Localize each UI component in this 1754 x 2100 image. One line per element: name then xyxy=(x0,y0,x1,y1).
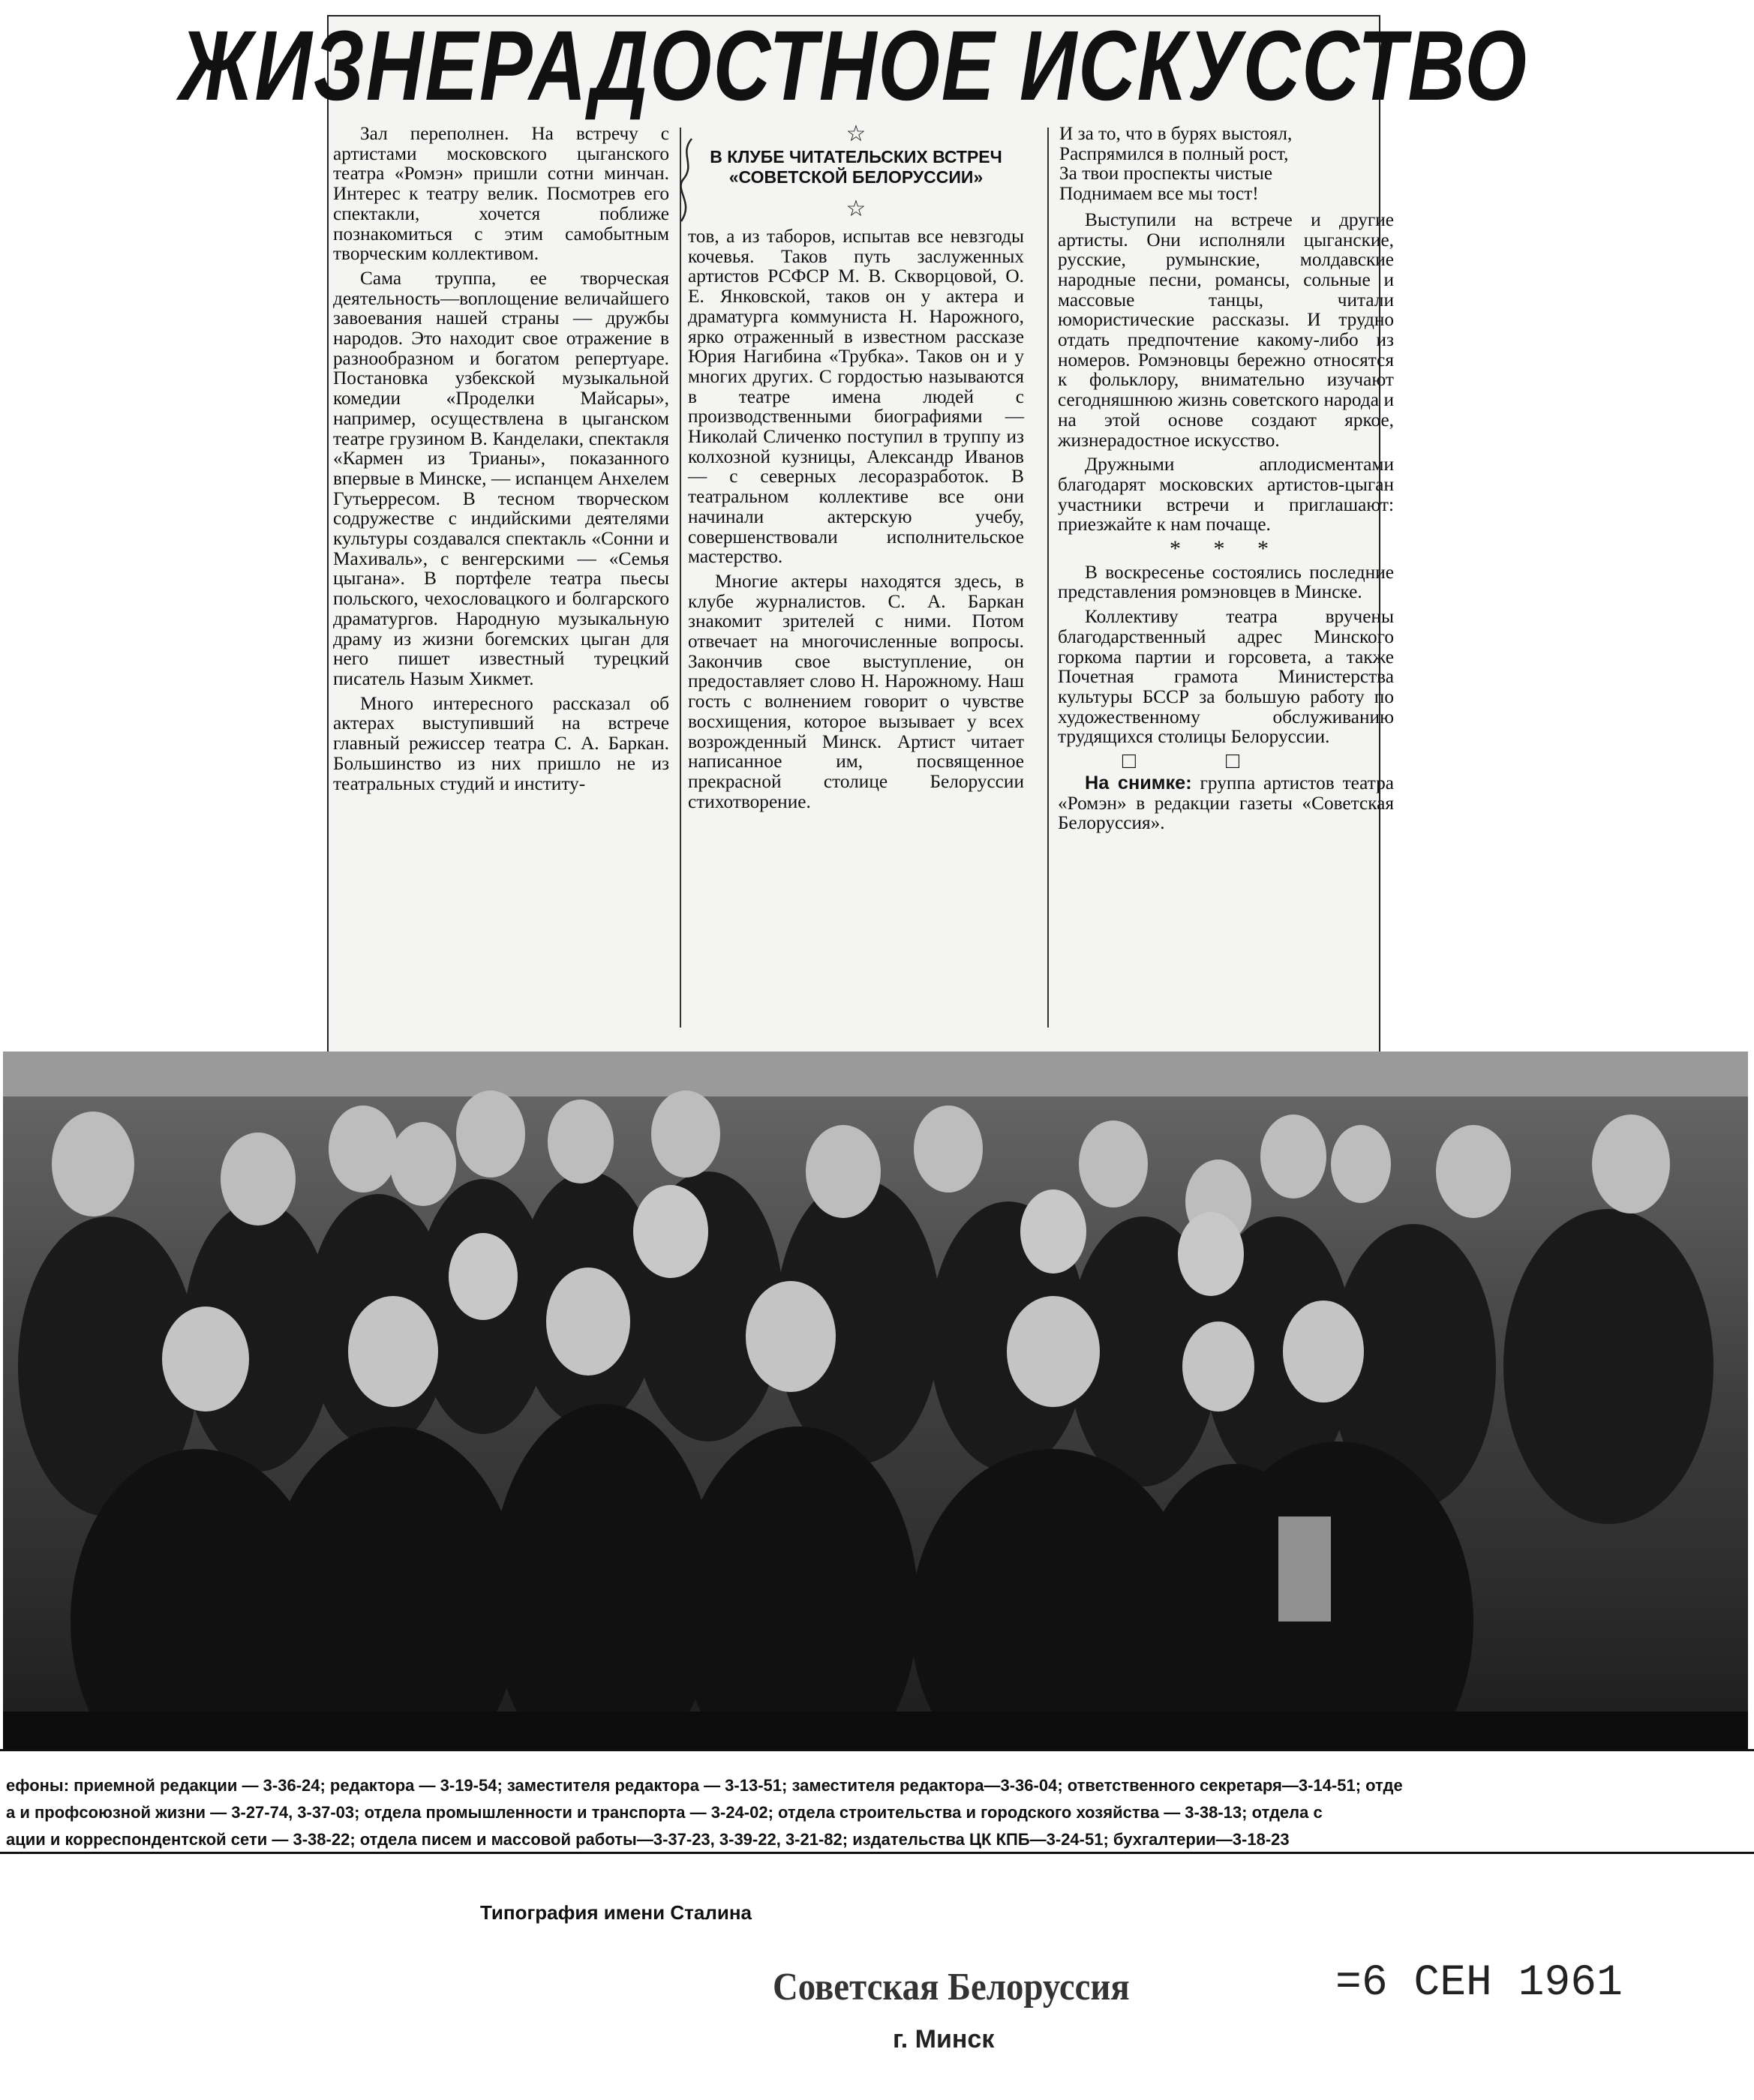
verse-line: Распрямился в полный рост, xyxy=(1059,142,1289,164)
article-column-3 xyxy=(1058,124,1394,838)
phone-line: а и профсоюзной жизни — 3-27-74, 3-37-03; отдела промышленности и транспорта — 3-24-02; отдела строительства и городского хозяйства — 3-38-13; отдела с xyxy=(6,1803,1323,1822)
paragraph: Многие актеры находятся здесь, в клубе журналистов. С. А. Баркан знакомит зрителей с ними. Потом отвечает на многочисленные вопросы. Закончив свое выступление, он предоставляет слово Н. Нарожному. Наш гость с волнением говорит о чувстве восхищения, которое вызывает у всех возрожденный Минск. Артист читает написанное им, посвященное прекрасной столице Белоруссии стихотворение. xyxy=(688,570,1024,812)
headline: ЖИЗНЕРАДОСТНОЕ ИСКУССТВО xyxy=(179,10,1528,122)
paragraph: Много интересного рассказал об актерах выступивший на встрече главный режиссер театра С. А. Баркан. Большинство из них пришло не из театральных студий и институ- xyxy=(333,692,669,794)
date-stamp: =6 СЕН 1961 xyxy=(1335,1959,1623,2008)
article-column-2 xyxy=(688,122,1024,816)
verse-line: Поднимаем все мы тост! xyxy=(1059,183,1259,205)
paragraph: В воскресенье состоялись последние представления ромэновцев в Минске. xyxy=(1058,561,1394,603)
caption-text: группа артистов театра «Ромэн» в редакции газеты «Советская Белоруссия». xyxy=(1058,772,1394,834)
paragraph: Сама труппа, ее творческая деятельность—воплощение величайшего завоевания нашей страны — дружбы народов. Это находит свое отражение в разнообразном и богатом репертуаре. Постановка узбекской музыкальной комедии «Проделки Майсары», например, осуществлена в цыганском театре грузином В. Канделаки, спектакля «Кармен из Трианы», показанного впервые в Минске, — испанцем Анхелем Гутьерресом. В тесном творческом содружестве с индийскими деятелями культуры создавался спектакль «Сонни и Махиваль», с венгерскими — «Семья цыгана». В портфеле театра пьесы польского, чехословацкого и болгарского драматургов. Народную музыкальную драму из жизни богемских цыган для него пишет известный турецкий писатель Назым Хикмет. xyxy=(333,267,669,689)
paragraph: тов, а из таборов, испытав все невзгоды кочевья. Таков путь заслуженных артистов РСФСР М. В. Скворцовой, О. Е. Янковской, таков он у актера и драматурга коммуниста Н. Нарожного, ярко отраженный в известном рассказе Юрия Нагибина «Трубка». Таков он и у многих других. С гордостью называются в театре имена людей с производственными биографиями — Николай Сличенко поступил в труппу из колхозной кузницы, Александр Иванов — с северных лесоразработок. В театральном коллективе все они начинали актерскую учебу, совершенствовали исполнительское мастерство. xyxy=(688,226,1024,568)
verse-line: За твои проспекты чистые xyxy=(1059,163,1273,184)
typography-imprint: Типография имени Сталина xyxy=(480,1901,752,1924)
box-ornament: □□ xyxy=(1122,748,1330,774)
phone-directory xyxy=(0,1749,1754,1854)
verse-line: И за то, что в бурях выстоял, xyxy=(1059,123,1293,144)
rubric: В КЛУБЕ ЧИТАТЕЛЬСКИХ ВСТРЕЧ «СОВЕТСКОЙ БЕЛОРУССИИ» xyxy=(710,147,1002,187)
group-photo-image xyxy=(3,1052,1748,1749)
column-rule xyxy=(1047,128,1049,1028)
paragraph: Зал переполнен. На встречу с артистами московского цыганского театра «Ромэн» пришли сотни минчан. Интерес к театру велик. Посмотрев его спектакли, хочется поближе познакомиться с этим самобытным творческим коллективом. xyxy=(333,123,669,265)
paragraph: Коллективу театра вручены благодарственный адрес Минского горкома партии и горсовета, а также Почетная грамота Министерства культуры БССР за большую работу по художественному обслуживанию трудящихся столицы Белоруссии. xyxy=(1058,606,1394,748)
article-column-1 xyxy=(333,124,669,798)
phone-line: ефоны: приемной редакции — 3-36-24; редактора — 3-19-54; заместителя редактора — 3-13-51; заместителя редактора—3-36-04; ответственного секретаря—3-14-51; отде xyxy=(6,1776,1403,1795)
date-stamp-text: 6 СЕН 1961 xyxy=(1361,1959,1623,2008)
phone-line: ации и корреспондентской сети — 3-38-22; отдела писем и массовой работы—3-37-23, 3-39-22, 3-21-82; издательства ЦК КПБ—3-24-51; бухгалтерии—3-18-23 xyxy=(6,1830,1290,1849)
column-rule xyxy=(680,128,681,1028)
group-photo xyxy=(3,1052,1748,1749)
section-separator: * * * xyxy=(1170,536,1282,562)
stamp-city: г. Минск xyxy=(893,2025,995,2054)
newspaper-stamp: Советская Белоруссия xyxy=(773,1966,1130,2008)
star-icon: ☆ xyxy=(845,196,866,221)
photo-caption xyxy=(1058,773,1394,833)
caption-label: На снимке: xyxy=(1085,772,1192,794)
paragraph: Выступили на встрече и другие артисты. Они исполняли цыганские, русские, румынские, молдавские народные песни, романсы, сольные и массовые танцы, читали юмористические рассказы. И трудно отдать предпочтение какому-либо из номеров. Ромэновцы бережно относятся к фольклору, внимательно изучают сегодняшнюю жизнь советского народа и на этой основе создают яркое, жизнерадостное искусство. xyxy=(1058,208,1394,451)
star-icon: ☆ xyxy=(845,122,866,146)
verse xyxy=(1058,124,1394,204)
paragraph: Дружными аплодисментами благодарят московских артистов-цыган участники встречи и приглашают: приезжайте к нам почаще. xyxy=(1058,454,1394,536)
